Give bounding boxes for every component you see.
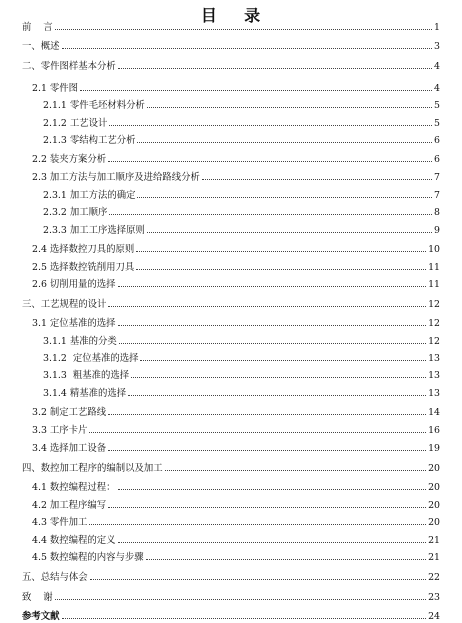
toc-entry[interactable]	[32, 404, 440, 418]
toc-entry-label: 2.3.2 加工顺序	[43, 207, 108, 218]
toc-entry-label: 2.2 装夹方案分析	[32, 154, 107, 165]
dot-leader	[140, 360, 426, 361]
toc-page-number: 23	[428, 592, 440, 603]
toc-page-number: 21	[428, 535, 440, 546]
toc-entry-label: 4.3 零件加工	[32, 517, 88, 528]
toc-entry-label: 3.1.3 粗基准的选择	[43, 370, 130, 381]
toc-entry-label: 2.3.3 加工工序选择原则	[43, 225, 145, 236]
toc-entry[interactable]	[43, 333, 440, 347]
toc-entry-label: 2.3 加工方法与加工顺序及进给路线分析	[32, 172, 200, 183]
dot-leader	[147, 107, 432, 108]
toc-page-number: 20	[428, 517, 440, 528]
toc-page-number: 12	[428, 318, 440, 329]
toc-entry-label: 3.1.2 定位基准的选择	[43, 353, 139, 364]
toc-entry[interactable]	[22, 460, 440, 474]
toc-entry[interactable]	[43, 115, 440, 129]
toc-page-number: 12	[428, 299, 440, 310]
toc-page-number: 6	[434, 154, 440, 165]
toc-entry-label: 五、总结与体会	[22, 572, 88, 583]
toc-page-number: 13	[428, 353, 440, 364]
dot-leader	[55, 599, 426, 600]
toc-page-number: 14	[428, 407, 440, 418]
dot-leader	[118, 542, 427, 543]
dot-leader	[108, 161, 432, 162]
toc-page-number: 13	[428, 388, 440, 399]
toc-entry[interactable]	[32, 259, 440, 273]
toc-page-number: 20	[428, 463, 440, 474]
toc-entry[interactable]	[32, 497, 440, 511]
toc-entry-label: 参考文献	[22, 611, 60, 622]
toc-entry-label: 4.1 数控编程过程：	[32, 482, 116, 493]
toc-entry-label: 2.6 切削用量的选择	[32, 279, 116, 290]
toc-page-number: 24	[428, 611, 440, 622]
dot-leader	[136, 251, 426, 252]
toc-entry[interactable]	[32, 315, 440, 329]
dot-leader	[202, 179, 432, 180]
toc-entry-label: 致 谢	[22, 592, 53, 603]
dot-leader	[118, 325, 427, 326]
toc-entry-label: 前 言	[22, 22, 53, 33]
dot-leader	[146, 559, 426, 560]
toc-entry[interactable]	[43, 204, 440, 218]
toc-page-number: 20	[428, 500, 440, 511]
toc-page-number: 13	[428, 370, 440, 381]
dot-leader	[118, 68, 432, 69]
dot-leader	[89, 524, 426, 525]
toc-entry[interactable]	[32, 151, 440, 165]
dot-leader	[118, 489, 427, 490]
dot-leader	[90, 579, 426, 580]
toc-entry[interactable]	[22, 569, 440, 583]
dot-leader	[62, 48, 433, 49]
dot-leader	[55, 29, 432, 30]
dot-leader	[108, 414, 426, 415]
dot-leader	[89, 432, 426, 433]
toc-entry-label: 3.4 选择加工设备	[32, 443, 107, 454]
dot-leader	[119, 343, 426, 344]
toc-entry[interactable]	[43, 222, 440, 236]
toc-entry-label: 2.4 选择数控刀具的原则	[32, 244, 135, 255]
toc-page-number: 22	[428, 572, 440, 583]
toc-entry-label: 2.5 选择数控铣削用刀具	[32, 262, 135, 273]
dot-leader	[137, 197, 432, 198]
toc-entry-label: 2.1.2 工艺设计	[43, 118, 108, 129]
toc-entry[interactable]	[43, 350, 440, 364]
toc-entry-label: 3.1.4 精基准的选择	[43, 388, 127, 399]
toc-page-number: 4	[434, 83, 440, 94]
toc-entry[interactable]	[22, 38, 440, 52]
toc-entry[interactable]	[22, 296, 440, 310]
toc-entry[interactable]	[32, 479, 440, 493]
toc-entry-label: 三、工艺规程的设计	[22, 299, 107, 310]
toc-entry[interactable]	[43, 132, 440, 146]
toc-entry[interactable]	[22, 608, 440, 622]
toc-entry[interactable]	[32, 276, 440, 290]
toc-page-number: 19	[428, 443, 440, 454]
toc-page-number: 6	[434, 135, 440, 146]
toc-page-number: 9	[434, 225, 440, 236]
toc-page-number: 12	[428, 336, 440, 347]
toc-page-number: 3	[434, 41, 440, 52]
toc-entry-label: 3.1.1 基准的分类	[43, 336, 117, 347]
dot-leader	[109, 214, 432, 215]
toc-entry[interactable]	[43, 187, 440, 201]
toc-title: 目 录	[200, 6, 262, 25]
toc-page-number: 8	[434, 207, 440, 218]
toc-entry[interactable]	[43, 367, 440, 381]
toc-entry-label: 3.2 制定工艺路线	[32, 407, 107, 418]
toc-entry[interactable]	[32, 241, 440, 255]
toc-entry[interactable]	[32, 169, 440, 183]
toc-entry[interactable]	[32, 440, 440, 454]
toc-entry-label: 2.3.1 加工方法的确定	[43, 190, 136, 201]
toc-entry[interactable]	[22, 19, 440, 33]
toc-entry[interactable]	[22, 58, 440, 72]
toc-entry[interactable]	[43, 385, 440, 399]
toc-page-number: 7	[434, 172, 440, 183]
toc-page-number: 21	[428, 552, 440, 563]
toc-entry-label: 3.3 工序卡片	[32, 425, 88, 436]
toc-entry[interactable]	[32, 549, 440, 563]
dot-leader	[108, 306, 426, 307]
toc-page-number: 4	[434, 61, 440, 72]
toc-entry-label: 2.1 零件图	[32, 83, 79, 94]
toc-page-number: 1	[434, 22, 440, 33]
toc-entry-label: 4.2 加工程序编写	[32, 500, 107, 511]
toc-page-number: 16	[428, 425, 440, 436]
toc-entry-label: 2.1.1 零件毛坯材料分析	[43, 100, 145, 111]
toc-entry-label: 二、零件图样基本分析	[22, 61, 116, 72]
toc-entry-label: 四、数控加工程序的编制以及加工	[22, 463, 163, 474]
toc-page-number: 5	[434, 100, 440, 111]
toc-page-number: 11	[428, 262, 440, 273]
toc-entry[interactable]	[43, 97, 440, 111]
toc-page-number: 5	[434, 118, 440, 129]
toc-page-number: 20	[428, 482, 440, 493]
dot-leader	[137, 142, 432, 143]
toc-entry-label: 4.4 数控编程的定义	[32, 535, 116, 546]
toc-entry[interactable]	[32, 422, 440, 436]
dot-leader	[118, 286, 427, 287]
dot-leader	[136, 269, 426, 270]
dot-leader	[165, 470, 426, 471]
dot-leader	[80, 90, 432, 91]
dot-leader	[131, 377, 426, 378]
toc-entry[interactable]	[32, 532, 440, 546]
dot-leader	[109, 125, 432, 126]
toc-page-number: 10	[428, 244, 440, 255]
dot-leader	[108, 450, 426, 451]
toc-entry[interactable]	[32, 514, 440, 528]
toc-page-number: 7	[434, 190, 440, 201]
toc-entry-label: 3.1 定位基准的选择	[32, 318, 116, 329]
dot-leader	[147, 232, 432, 233]
toc-entry-label: 一、概述	[22, 41, 60, 52]
toc-entry[interactable]	[32, 80, 440, 94]
toc-entry-label: 2.1.3 零结构工艺分析	[43, 135, 136, 146]
dot-leader	[128, 395, 426, 396]
toc-entry-label: 4.5 数控编程的内容与步骤	[32, 552, 144, 563]
toc-page-number: 11	[428, 279, 440, 290]
dot-leader	[62, 618, 427, 619]
toc-entry[interactable]	[22, 589, 440, 603]
dot-leader	[108, 507, 426, 508]
